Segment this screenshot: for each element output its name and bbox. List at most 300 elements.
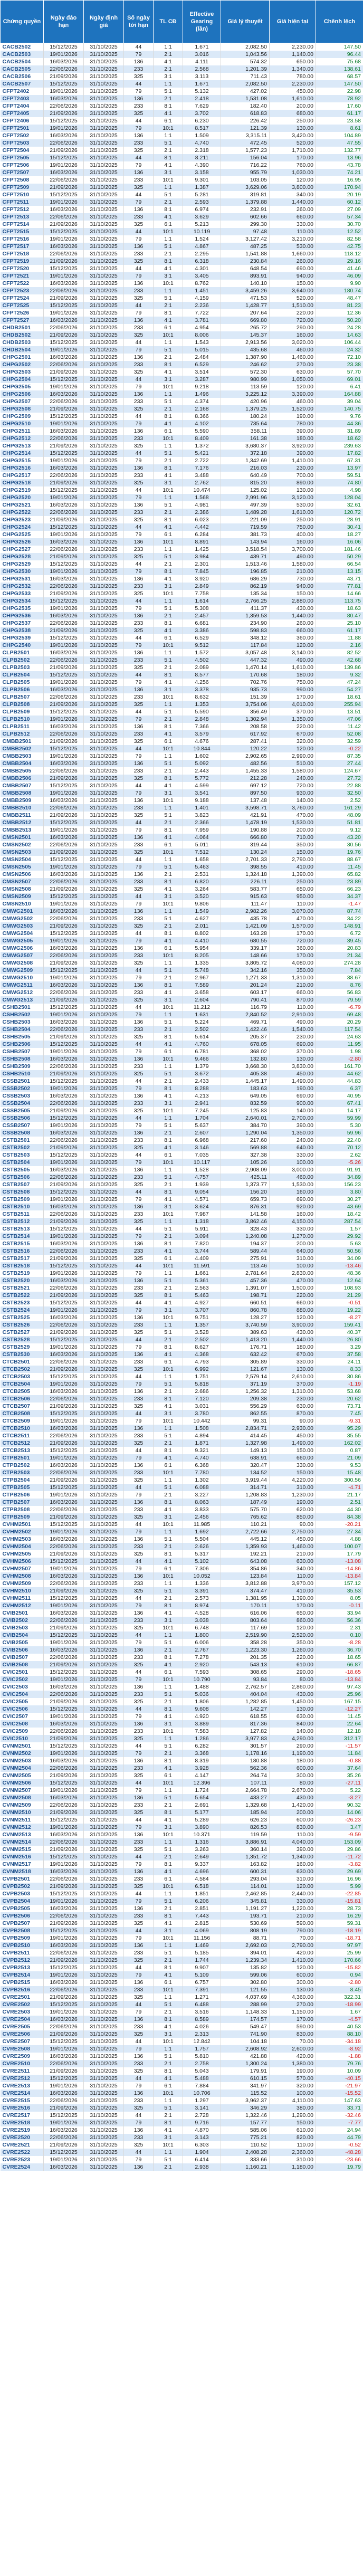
cell-warrant-code[interactable]: CVIB2507 [1,1654,44,1661]
table-row[interactable] [1,952,363,959]
table-row[interactable] [1,878,363,885]
cell-warrant-code[interactable]: CHPG2534 [1,597,44,605]
cell-warrant-code[interactable]: CVRE2510 [1,2060,44,2067]
header-conversion-ratio[interactable]: TL CĐ [154,1,183,43]
cell-warrant-code[interactable]: CVPB2510 [1,1942,44,1949]
cell-warrant-code[interactable]: CMBB2503 [1,752,44,760]
cell-warrant-code[interactable]: CMWG2505 [1,937,44,944]
table-row[interactable] [1,679,363,686]
table-row[interactable] [1,819,363,826]
cell-warrant-code[interactable]: CSSB2501 [1,1077,44,1085]
cell-warrant-code[interactable]: CMWG2512 [1,989,44,996]
table-row[interactable] [1,1624,363,1632]
cell-warrant-code[interactable]: CMWG2508 [1,959,44,967]
cell-warrant-code[interactable]: CVIC2505 [1,1698,44,1705]
cell-warrant-code[interactable]: CSHB2508 [1,1055,44,1063]
cell-warrant-code[interactable]: CLPB2502 [1,656,44,664]
cell-warrant-code[interactable]: CVPB2506 [1,1912,44,1920]
cell-warrant-code[interactable]: CSTB2526 [1,1321,44,1329]
table-row[interactable] [1,1698,363,1705]
cell-warrant-code[interactable]: CVIC2507 [1,1713,44,1720]
table-row[interactable] [1,1934,363,1942]
table-row[interactable] [1,568,363,575]
table-row[interactable] [1,775,363,782]
table-row[interactable] [1,1890,363,1897]
table-row[interactable] [1,1417,363,1425]
table-row[interactable] [1,1691,363,1698]
table-row[interactable] [1,1668,363,1676]
table-row[interactable] [1,1942,363,1949]
table-row[interactable] [1,2016,363,2023]
cell-warrant-code[interactable]: CVPB2512 [1,1957,44,1964]
cell-warrant-code[interactable]: CVRE2516 [1,2104,44,2112]
cell-warrant-code[interactable]: CHPG2525 [1,531,44,538]
cell-warrant-code[interactable]: CMSN2510 [1,900,44,908]
table-row[interactable] [1,1114,363,1122]
cell-warrant-code[interactable]: CHPG2516 [1,464,44,472]
table-row[interactable] [1,649,363,656]
cell-warrant-code[interactable]: CHPG2528 [1,553,44,560]
cell-warrant-code[interactable]: CMWG2503 [1,922,44,930]
table-row[interactable] [1,1159,363,1166]
table-row[interactable] [1,863,363,871]
table-row[interactable] [1,930,363,937]
table-row[interactable] [1,435,363,442]
table-row[interactable] [1,257,363,265]
cell-warrant-code[interactable]: CVRE2511 [1,2067,44,2075]
cell-warrant-code[interactable]: CLPB2505 [1,679,44,686]
table-row[interactable] [1,516,363,523]
cell-warrant-code[interactable]: CSTB2512 [1,1218,44,1225]
cell-warrant-code[interactable]: CMSN2502 [1,841,44,848]
table-row[interactable] [1,1794,363,1801]
cell-warrant-code[interactable]: CVRE2522 [1,2149,44,2156]
cell-warrant-code[interactable]: CLPB2509 [1,708,44,715]
cell-warrant-code[interactable]: CFPT2506 [1,161,44,169]
cell-warrant-code[interactable]: CVNM2502 [1,1750,44,1757]
cell-warrant-code[interactable]: CHPG2540 [1,642,44,649]
table-row[interactable] [1,1469,363,1476]
cell-warrant-code[interactable]: CVNM2501 [1,1742,44,1750]
table-row[interactable] [1,102,363,110]
cell-warrant-code[interactable]: CHPG2518 [1,479,44,486]
cell-warrant-code[interactable]: CSTB2518 [1,1262,44,1270]
cell-warrant-code[interactable]: CVRE2524 [1,2163,44,2171]
table-row[interactable] [1,2038,363,2045]
cell-warrant-code[interactable]: CMWG2511 [1,981,44,989]
table-row[interactable] [1,701,363,708]
table-row[interactable] [1,198,363,206]
table-row[interactable] [1,1018,363,1026]
table-row[interactable] [1,1432,363,1439]
cell-warrant-code[interactable]: CVIB2508 [1,1661,44,1668]
cell-warrant-code[interactable]: CMWG2510 [1,974,44,981]
cell-warrant-code[interactable]: CVRE2505 [1,2023,44,2030]
table-row[interactable] [1,1528,363,1535]
table-row[interactable] [1,1550,363,1558]
cell-warrant-code[interactable]: CVPB2503 [1,1890,44,1897]
cell-warrant-code[interactable]: CSHB2506 [1,1041,44,1048]
table-row[interactable] [1,1883,363,1890]
cell-warrant-code[interactable]: CMBB2502 [1,745,44,752]
cell-warrant-code[interactable]: CVPB2516 [1,1986,44,1993]
cell-warrant-code[interactable]: CMBB2504 [1,760,44,767]
table-row[interactable] [1,767,363,775]
table-row[interactable] [1,1787,363,1794]
cell-warrant-code[interactable]: CFPT2526 [1,309,44,317]
cell-warrant-code[interactable]: CVIC2503 [1,1683,44,1691]
cell-warrant-code[interactable]: CFPT2502 [1,132,44,139]
cell-warrant-code[interactable]: CTCB2505 [1,1388,44,1395]
header-days-to-maturity[interactable]: Số ngày tới hạn [124,1,154,43]
table-row[interactable] [1,1329,363,1336]
table-row[interactable] [1,1683,363,1691]
cell-warrant-code[interactable]: CTPB2506 [1,1491,44,1499]
cell-warrant-code[interactable]: CMBB2511 [1,812,44,819]
table-row[interactable] [1,2067,363,2075]
cell-warrant-code[interactable]: CHPG2510 [1,420,44,427]
cell-warrant-code[interactable]: CVIB2502 [1,1617,44,1624]
cell-warrant-code[interactable]: CVRE2514 [1,2090,44,2097]
cell-warrant-code[interactable]: CVNM2514 [1,1838,44,1846]
cell-warrant-code[interactable]: CFPT2503 [1,139,44,147]
table-row[interactable] [1,272,363,280]
cell-warrant-code[interactable]: CVHM2502 [1,1528,44,1535]
table-row[interactable] [1,1728,363,1735]
table-row[interactable] [1,221,363,228]
cell-warrant-code[interactable]: CFPT2525 [1,302,44,309]
cell-warrant-code[interactable]: CVRE2509 [1,2053,44,2060]
table-row[interactable] [1,1742,363,1750]
table-row[interactable] [1,1646,363,1654]
table-row[interactable] [1,996,363,1004]
table-row[interactable] [1,826,363,834]
cell-warrant-code[interactable]: CVIB2501 [1,1609,44,1617]
table-row[interactable] [1,915,363,922]
cell-warrant-code[interactable]: CSTB2509 [1,1196,44,1203]
cell-warrant-code[interactable]: CHPG2535 [1,605,44,612]
cell-warrant-code[interactable]: CMWG2501 [1,908,44,915]
cell-warrant-code[interactable]: CVHM2511 [1,1595,44,1602]
table-row[interactable] [1,885,363,893]
table-row[interactable] [1,346,363,354]
table-row[interactable] [1,1543,363,1550]
table-row[interactable] [1,715,363,723]
table-row[interactable] [1,169,363,176]
table-row[interactable] [1,871,363,878]
table-row[interactable] [1,1233,363,1240]
cell-warrant-code[interactable]: CSTB2524 [1,1306,44,1314]
cell-warrant-code[interactable]: CMSN2509 [1,893,44,900]
table-row[interactable] [1,664,363,671]
cell-warrant-code[interactable]: CVNM2503 [1,1757,44,1764]
cell-warrant-code[interactable]: CVHM2508 [1,1572,44,1580]
cell-warrant-code[interactable]: CFPT2510 [1,191,44,198]
table-row[interactable] [1,1092,363,1100]
cell-warrant-code[interactable]: CFPT2514 [1,221,44,228]
table-row[interactable] [1,1735,363,1742]
table-row[interactable] [1,139,363,147]
cell-warrant-code[interactable]: CFPT2501 [1,125,44,132]
table-row[interactable] [1,354,363,361]
cell-warrant-code[interactable]: CHPG2508 [1,405,44,413]
header-difference[interactable]: Chênh lệch [316,1,363,43]
cell-warrant-code[interactable]: CFPT2513 [1,213,44,221]
table-row[interactable] [1,1033,363,1041]
table-row[interactable] [1,154,363,161]
table-row[interactable] [1,583,363,590]
table-row[interactable] [1,1306,363,1314]
table-row[interactable] [1,523,363,531]
cell-warrant-code[interactable]: CHPG2515 [1,457,44,464]
table-row[interactable] [1,250,363,257]
cell-warrant-code[interactable]: CVRE2521 [1,2141,44,2149]
table-row[interactable] [1,43,363,51]
cell-warrant-code[interactable]: CMSN2508 [1,885,44,893]
table-row[interactable] [1,1314,363,1321]
cell-warrant-code[interactable]: CMSN2506 [1,871,44,878]
table-row[interactable] [1,1129,363,1137]
cell-warrant-code[interactable]: CTCB2508 [1,1410,44,1417]
cell-warrant-code[interactable]: CSTB2529 [1,1343,44,1351]
cell-warrant-code[interactable]: CMBB2505 [1,767,44,775]
cell-warrant-code[interactable]: CSTB2514 [1,1233,44,1240]
table-row[interactable] [1,1188,363,1196]
cell-warrant-code[interactable]: CTCB2509 [1,1417,44,1425]
cell-warrant-code[interactable]: CHPG2538 [1,627,44,634]
table-row[interactable] [1,390,363,398]
table-row[interactable] [1,1277,363,1284]
table-row[interactable] [1,1484,363,1491]
table-row[interactable] [1,738,363,745]
table-row[interactable] [1,1713,363,1720]
table-row[interactable] [1,1351,363,1358]
cell-warrant-code[interactable]: CVNM2515 [1,1846,44,1853]
cell-warrant-code[interactable]: CVRE2508 [1,2045,44,2053]
table-row[interactable] [1,1137,363,1144]
cell-warrant-code[interactable]: CHPG2517 [1,472,44,479]
table-row[interactable] [1,1905,363,1912]
table-row[interactable] [1,760,363,767]
table-row[interactable] [1,575,363,583]
table-row[interactable] [1,1070,363,1077]
table-row[interactable] [1,1838,363,1846]
table-row[interactable] [1,1587,363,1595]
table-row[interactable] [1,405,363,413]
cell-warrant-code[interactable]: CHPG2509 [1,413,44,420]
cell-warrant-code[interactable]: CACB2506 [1,73,44,80]
table-row[interactable] [1,1225,363,1233]
cell-warrant-code[interactable]: CTPB2503 [1,1469,44,1476]
table-row[interactable] [1,723,363,730]
table-row[interactable] [1,1957,363,1964]
table-row[interactable] [1,302,363,309]
cell-warrant-code[interactable]: CVIC2509 [1,1728,44,1735]
cell-warrant-code[interactable]: CFPT2524 [1,294,44,302]
cell-warrant-code[interactable]: CSTB2503 [1,1151,44,1159]
cell-warrant-code[interactable]: CSTB2517 [1,1255,44,1262]
cell-warrant-code[interactable]: CVRE2512 [1,2075,44,2082]
header-valuation-date[interactable]: Ngày định giá [84,1,124,43]
cell-warrant-code[interactable]: CVHM2503 [1,1535,44,1543]
table-row[interactable] [1,1218,363,1225]
table-row[interactable] [1,1705,363,1713]
table-row[interactable] [1,1240,363,1247]
table-row[interactable] [1,184,363,191]
table-row[interactable] [1,1395,363,1403]
header-effective-gearing[interactable]: Effective Gearing (lần) [183,1,221,43]
cell-warrant-code[interactable]: CHPG2539 [1,634,44,642]
table-row[interactable] [1,797,363,804]
cell-warrant-code[interactable]: CSTB2511 [1,1210,44,1218]
cell-warrant-code[interactable]: CSTB2510 [1,1203,44,1210]
table-row[interactable] [1,110,363,117]
table-row[interactable] [1,494,363,501]
table-row[interactable] [1,1816,363,1824]
cell-warrant-code[interactable]: CVRE2502 [1,2001,44,2008]
table-row[interactable] [1,812,363,819]
table-row[interactable] [1,1299,363,1306]
cell-warrant-code[interactable]: CVNM2516 [1,1853,44,1861]
cell-warrant-code[interactable]: CHPG2524 [1,523,44,531]
table-row[interactable] [1,1809,363,1816]
cell-warrant-code[interactable]: CFPT2520 [1,265,44,272]
cell-warrant-code[interactable]: CHPG2512 [1,435,44,442]
table-row[interactable] [1,442,363,450]
cell-warrant-code[interactable]: CHPG2501 [1,354,44,361]
table-row[interactable] [1,1949,363,1957]
table-row[interactable] [1,1654,363,1661]
cell-warrant-code[interactable]: CACB2505 [1,65,44,73]
cell-warrant-code[interactable]: CSTB2502 [1,1144,44,1151]
table-row[interactable] [1,479,363,486]
cell-warrant-code[interactable]: CFPT2519 [1,257,44,265]
cell-warrant-code[interactable]: CHPG2531 [1,575,44,583]
table-row[interactable] [1,361,363,368]
table-row[interactable] [1,1144,363,1151]
cell-warrant-code[interactable]: CVRE2504 [1,2016,44,2023]
cell-warrant-code[interactable]: CHDB2502 [1,331,44,339]
table-row[interactable] [1,317,363,324]
cell-warrant-code[interactable]: CSTB2504 [1,1159,44,1166]
table-row[interactable] [1,2163,363,2171]
cell-warrant-code[interactable]: CVNM2510 [1,1809,44,1816]
table-row[interactable] [1,1270,363,1277]
cell-warrant-code[interactable]: CACB2502 [1,43,44,51]
table-row[interactable] [1,989,363,996]
cell-warrant-code[interactable]: CLPB2503 [1,664,44,671]
cell-warrant-code[interactable]: CVRE2523 [1,2156,44,2163]
cell-warrant-code[interactable]: CSSB2508 [1,1129,44,1137]
cell-warrant-code[interactable]: CSTB2515 [1,1240,44,1247]
cell-warrant-code[interactable]: CTCB2513 [1,1447,44,1454]
table-row[interactable] [1,789,363,797]
cell-warrant-code[interactable]: CHPG2513 [1,442,44,450]
cell-warrant-code[interactable]: CFPT2403 [1,95,44,102]
cell-warrant-code[interactable]: CVPB2514 [1,1971,44,1979]
cell-warrant-code[interactable]: CFPT2521 [1,272,44,280]
table-row[interactable] [1,147,363,154]
table-row[interactable] [1,605,363,612]
table-row[interactable] [1,893,363,900]
table-row[interactable] [1,642,363,649]
table-row[interactable] [1,1004,363,1011]
cell-warrant-code[interactable]: CSTB2530 [1,1351,44,1358]
table-row[interactable] [1,1757,363,1764]
table-row[interactable] [1,841,363,848]
table-row[interactable] [1,65,363,73]
cell-warrant-code[interactable]: CHPG2514 [1,450,44,457]
cell-warrant-code[interactable]: CVHM2512 [1,1602,44,1609]
cell-warrant-code[interactable]: CSTB2527 [1,1329,44,1336]
table-row[interactable] [1,457,363,464]
cell-warrant-code[interactable]: CHDB2504 [1,346,44,354]
cell-warrant-code[interactable]: CLPB2512 [1,730,44,738]
cell-warrant-code[interactable]: CFPT2516 [1,235,44,243]
cell-warrant-code[interactable]: CVRE2520 [1,2134,44,2141]
cell-warrant-code[interactable]: CHPG2507 [1,398,44,405]
table-row[interactable] [1,213,363,221]
table-row[interactable] [1,80,363,88]
cell-warrant-code[interactable]: CFPT2509 [1,184,44,191]
table-row[interactable] [1,383,363,390]
table-row[interactable] [1,1506,363,1513]
cell-warrant-code[interactable]: CSTB2507 [1,1181,44,1188]
table-row[interactable] [1,590,363,597]
cell-warrant-code[interactable]: CVIC2508 [1,1720,44,1728]
cell-warrant-code[interactable]: CACB2504 [1,58,44,65]
cell-warrant-code[interactable]: CMWG2509 [1,967,44,974]
cell-warrant-code[interactable]: CFPT2404 [1,102,44,110]
table-row[interactable] [1,1617,363,1624]
table-row[interactable] [1,2060,363,2067]
cell-warrant-code[interactable]: CMBB2510 [1,804,44,812]
cell-warrant-code[interactable]: CHPG2521 [1,501,44,509]
cell-warrant-code[interactable]: CVPB2504 [1,1897,44,1905]
cell-warrant-code[interactable]: CMSN2507 [1,878,44,885]
table-row[interactable] [1,228,363,235]
table-row[interactable] [1,627,363,634]
cell-warrant-code[interactable]: CVNM2512 [1,1824,44,1831]
cell-warrant-code[interactable]: CVIC2502 [1,1676,44,1683]
cell-warrant-code[interactable]: CFPT2405 [1,110,44,117]
table-row[interactable] [1,974,363,981]
cell-warrant-code[interactable]: CVRE2519 [1,2126,44,2134]
cell-warrant-code[interactable]: CVNM2508 [1,1794,44,1801]
table-row[interactable] [1,553,363,560]
table-row[interactable] [1,1927,363,1934]
table-row[interactable] [1,1861,363,1868]
cell-warrant-code[interactable]: CMBB2513 [1,826,44,834]
table-row[interactable] [1,1764,363,1772]
cell-warrant-code[interactable]: CSTB2505 [1,1166,44,1173]
table-row[interactable] [1,1203,363,1210]
table-row[interactable] [1,1196,363,1203]
cell-warrant-code[interactable]: CVHM2501 [1,1521,44,1528]
cell-warrant-code[interactable]: CVHM2505 [1,1550,44,1558]
cell-warrant-code[interactable]: CLPB2507 [1,693,44,701]
cell-warrant-code[interactable]: CSTB2522 [1,1292,44,1299]
table-row[interactable] [1,1572,363,1580]
table-row[interactable] [1,981,363,989]
cell-warrant-code[interactable]: CLPB2511 [1,723,44,730]
table-row[interactable] [1,191,363,198]
cell-warrant-code[interactable]: CMWG2513 [1,996,44,1004]
header-theoretical-price[interactable]: Giá lý thuyết [221,1,270,43]
cell-warrant-code[interactable]: CSTB2513 [1,1225,44,1233]
table-row[interactable] [1,1410,363,1417]
cell-warrant-code[interactable]: CFPT2517 [1,243,44,250]
